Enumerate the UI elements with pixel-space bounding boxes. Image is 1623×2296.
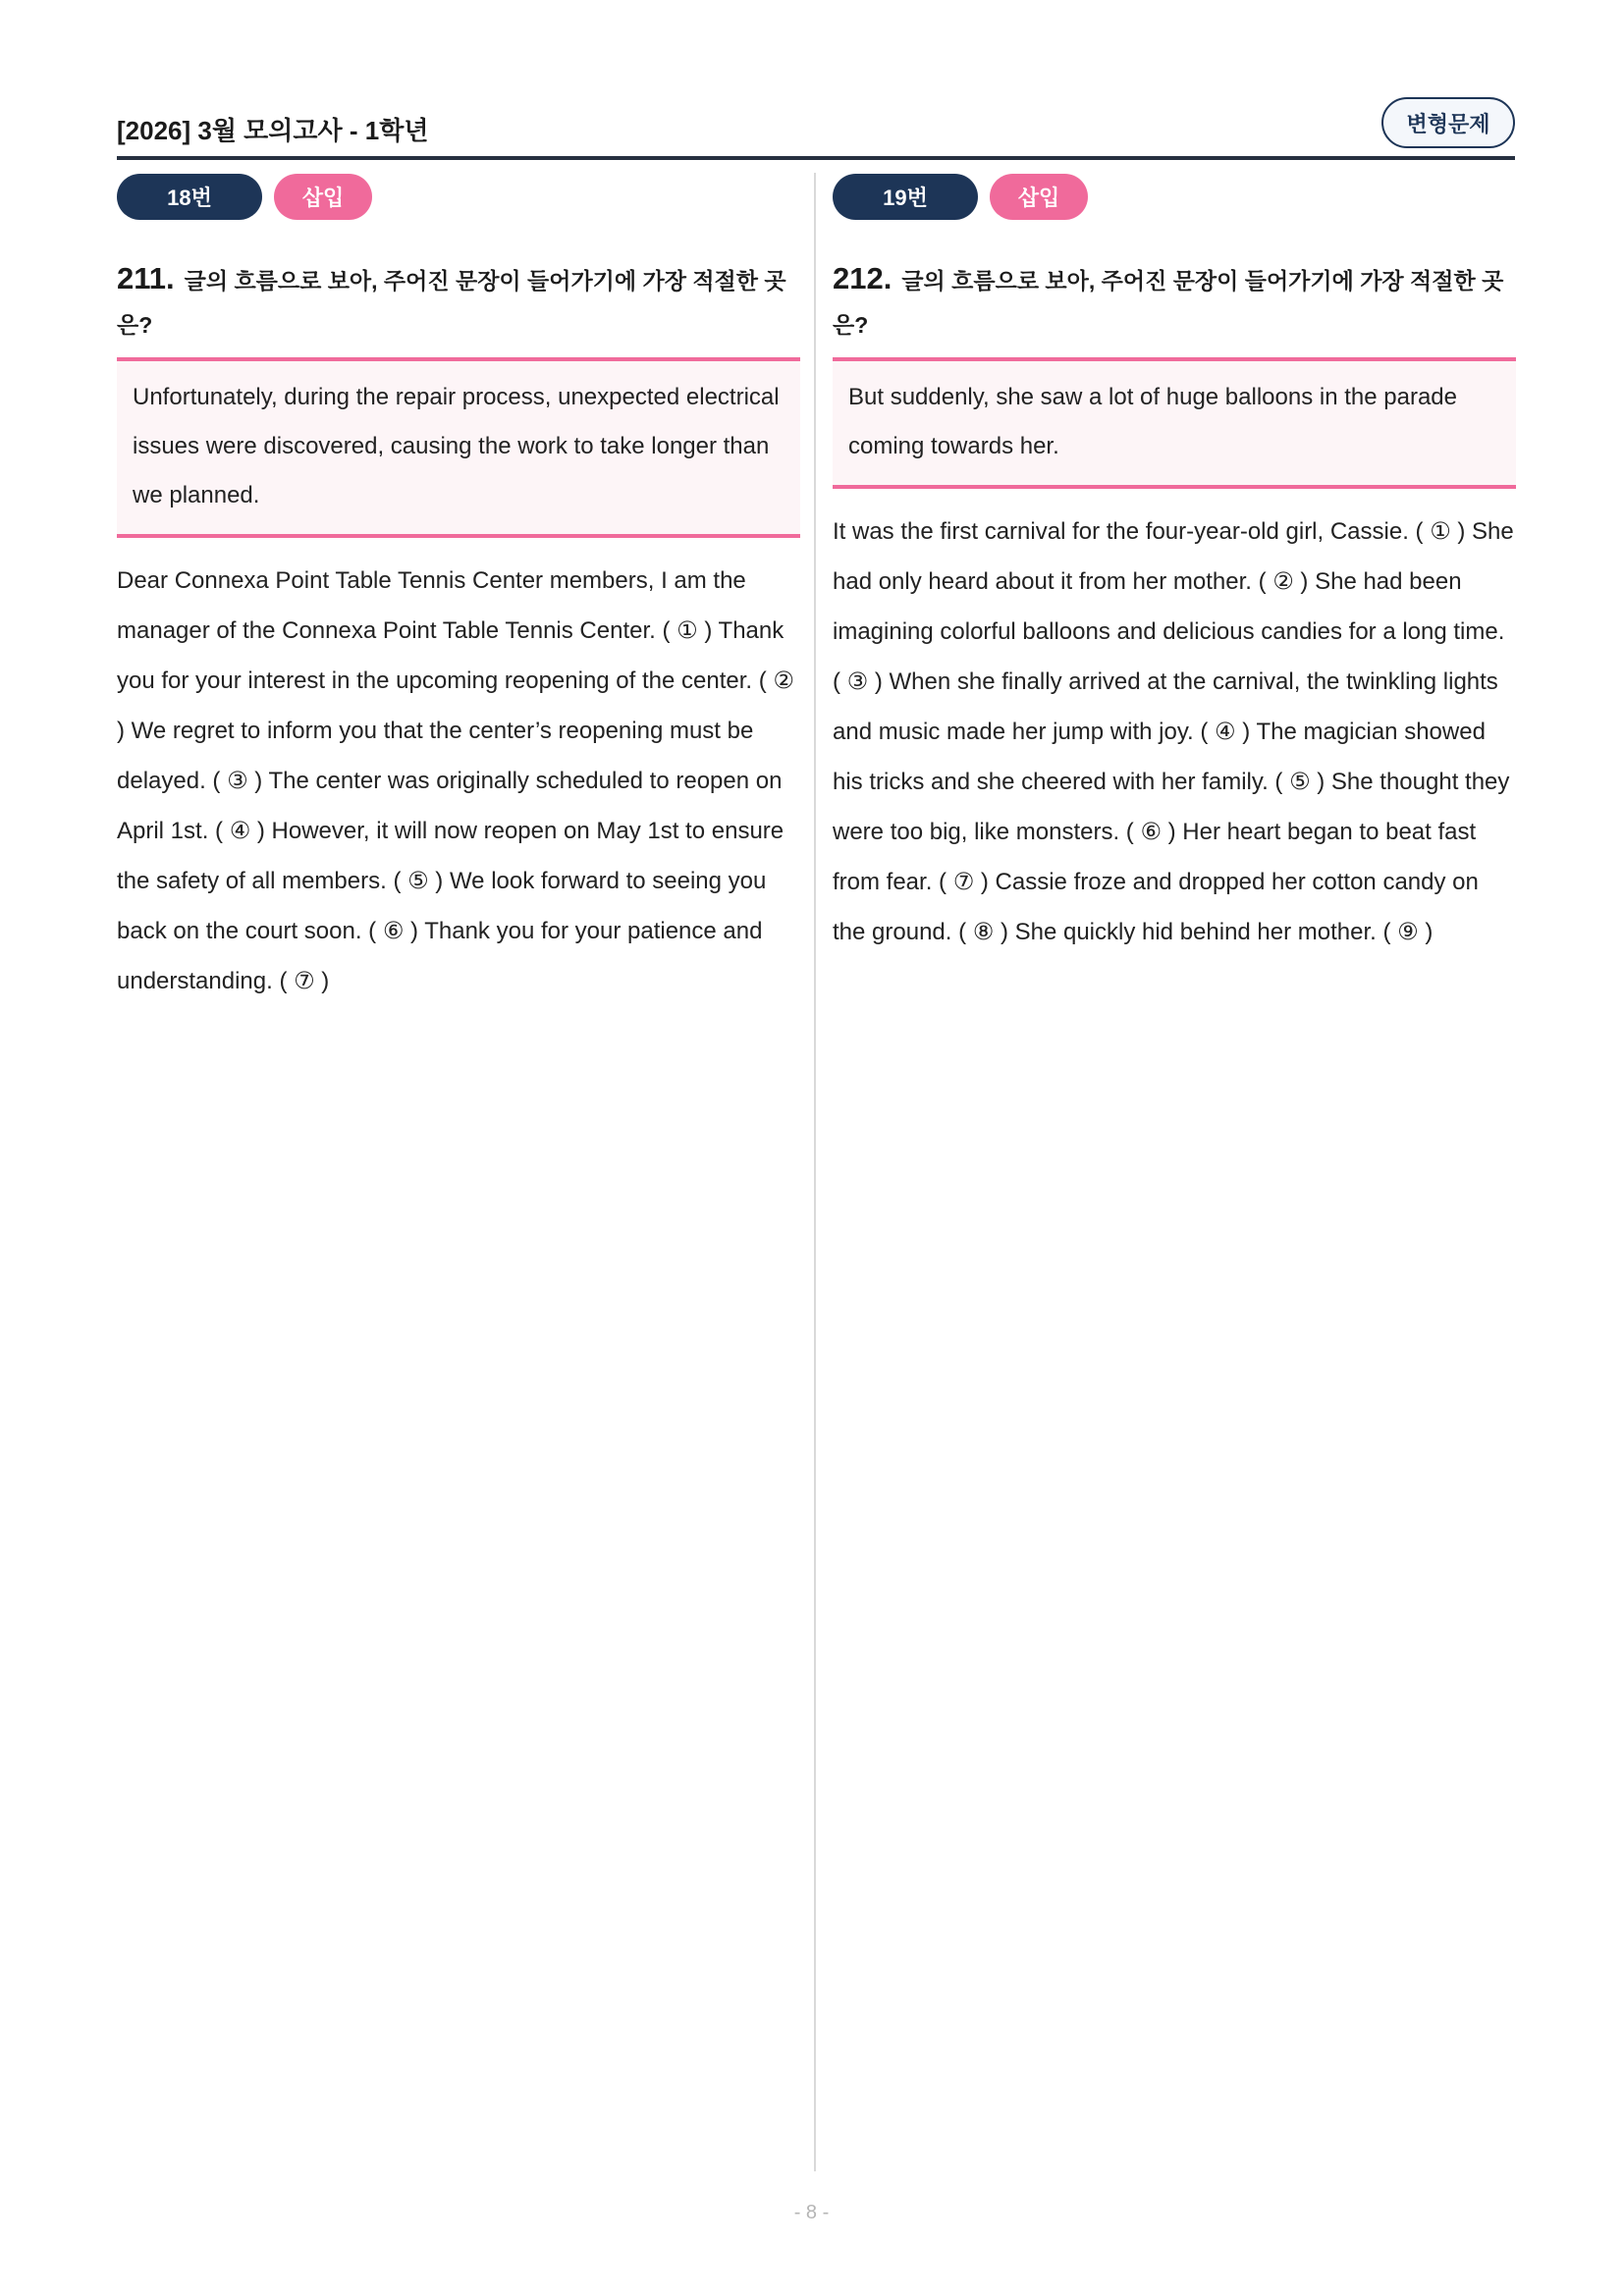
question-prompt xyxy=(117,256,800,347)
question-text: 글의 흐름으로 보아, 주어진 문장이 들어가기에 가장 적절한 곳은? xyxy=(117,268,786,338)
source-number-tag: 18번 xyxy=(117,174,262,220)
question-type-tag: 삽입 xyxy=(990,174,1088,220)
given-sentence: Unfortunately, during the repair process, unexpected electrical issues were discovered, causing the work to take longer than we planned. xyxy=(133,384,780,508)
column-divider xyxy=(814,173,816,2171)
page-number: - 8 - xyxy=(793,2202,830,2223)
passage-text: Dear Connexa Point Table Tennis Center members, I am the manager of the Connexa Point Table Tennis Center. ( ① ) Thank you for your interest in the upcoming reopening of the center. ( ② ) We regret to inform you that the center’s reopening must be delayed. ( ③ ) The center was originally scheduled to reopen on April 1st. ( ④ ) However, it will now reopen on May 1st to ensure the safety of all members. ( ⑤ ) We look forward to seeing you back on the court soon. ( ⑥ ) Thank you for your patience and understanding. ( ⑦ ) xyxy=(117,567,794,994)
question-text: 글의 흐름으로 보아, 주어진 문장이 들어가기에 가장 적절한 곳은? xyxy=(833,268,1504,338)
passage xyxy=(833,507,1516,957)
given-sentence-box xyxy=(117,357,800,538)
page-header xyxy=(117,92,1515,153)
question-number: 212. xyxy=(833,261,893,295)
exam-title: [2026] 3월 모의고사 - 1학년 xyxy=(117,115,429,145)
question-tags xyxy=(117,173,800,220)
given-sentence-box xyxy=(833,357,1516,489)
source-number-tag: 19번 xyxy=(833,174,978,220)
variant-badge: 변형문제 xyxy=(1381,97,1515,148)
question-tags xyxy=(833,173,1516,220)
question-column-left xyxy=(117,173,800,1006)
question-number: 211. xyxy=(117,261,175,295)
passage xyxy=(117,556,800,1006)
given-sentence: But suddenly, she saw a lot of huge balloons in the parade coming towards her. xyxy=(848,384,1457,459)
header-rule xyxy=(117,156,1515,160)
passage-text: It was the first carnival for the four-year-old girl, Cassie. ( ① ) She had only heard about it from her mother. ( ② ) She had been imagining colorful balloons and delicious candies for a long time. ( ③ ) When she finally arrived at the carnival, the twinkling lights and music made her jump with joy. ( ④ ) The magician showed his tricks and she cheered with her family. ( ⑤ ) She thought they were too big, like monsters. ( ⑥ ) Her heart began to beat fast from fear. ( ⑦ ) Cassie froze and dropped her cotton candy on the ground. ( ⑧ ) She quickly hid behind her mother. ( ⑨ ) xyxy=(833,518,1514,945)
question-type-tag: 삽입 xyxy=(274,174,372,220)
question-column-right xyxy=(833,173,1516,957)
question-prompt xyxy=(833,256,1516,347)
